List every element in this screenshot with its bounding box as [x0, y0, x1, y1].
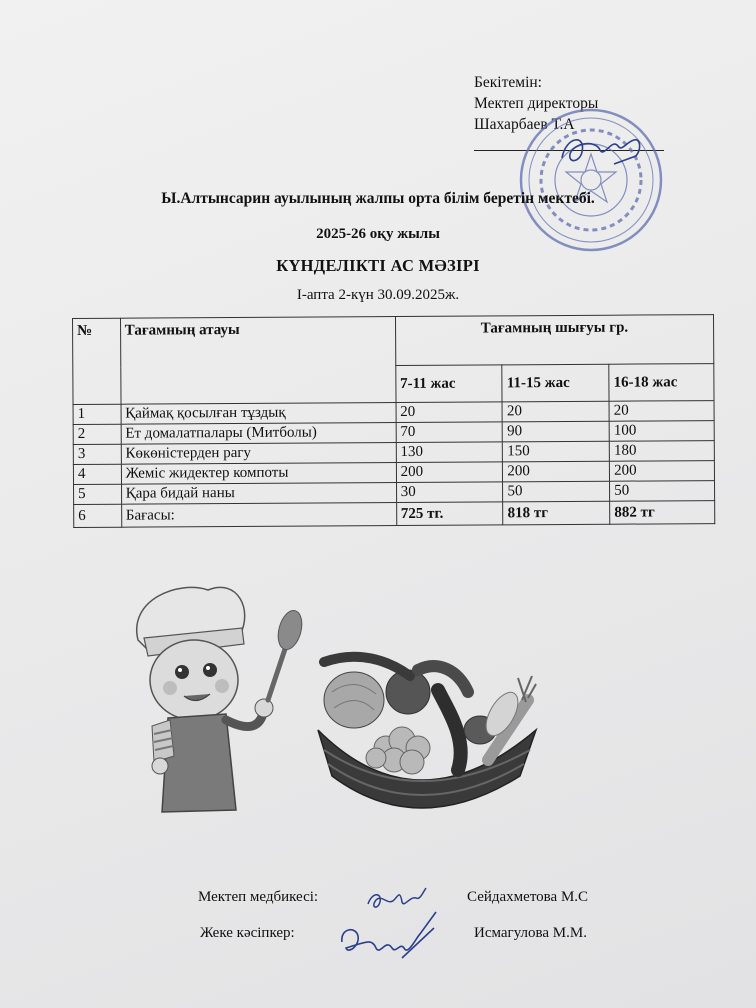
row-number: 5	[74, 484, 122, 504]
dish-name: Жеміс жидектер компоты	[121, 463, 396, 485]
yield-age-7-11: 30	[396, 482, 503, 503]
column-header-yield: Тағамның шығуы гр.	[395, 315, 714, 366]
director-name: Шахарбаев Т.А	[474, 116, 575, 133]
chef-boy-image	[137, 587, 306, 812]
nurse-label: Мектеп медбикесі:	[198, 889, 319, 905]
row-number: 4	[73, 464, 121, 484]
week-day-date: І-апта 2-күн 30.09.2025ж.	[296, 287, 460, 303]
yield-age-11-15: 150	[503, 441, 610, 462]
approval-heading: Бекітемін:	[474, 74, 542, 91]
dish-name: Қара бидай наны	[121, 483, 396, 505]
column-header-number: №	[73, 318, 121, 404]
director-signature	[556, 128, 646, 172]
column-header-age-7-11: 7-11 жас	[395, 365, 502, 403]
yield-age-7-11: 200	[396, 462, 503, 483]
price-age-11-15: 818 тг	[503, 501, 610, 525]
row-number: 6	[74, 504, 122, 527]
yield-age-11-15: 50	[503, 481, 610, 502]
row-number: 1	[73, 404, 121, 424]
yield-age-16-18: 180	[609, 441, 714, 462]
price-label: Бағасы:	[121, 503, 396, 528]
yield-age-11-15: 200	[503, 461, 610, 482]
yield-age-7-11: 130	[396, 442, 503, 463]
vendor-label: Жеке кәсіпкер:	[200, 925, 295, 941]
column-header-age-11-15: 11-15 жас	[502, 364, 609, 402]
director-title: Мектеп директоры	[474, 95, 599, 112]
yield-age-11-15: 20	[502, 401, 609, 422]
price-age-16-18: 882 тг	[610, 501, 715, 525]
dish-name: Қаймақ қосылған тұздық	[121, 403, 396, 425]
dish-name: Көкөністерден рагу	[121, 443, 396, 465]
yield-age-16-18: 20	[609, 401, 714, 422]
vendor-signature	[336, 908, 440, 966]
vendor-name: Исмагулова М.М.	[474, 925, 587, 941]
nurse-name: Сейдахметова М.С	[467, 889, 589, 905]
yield-age-16-18: 100	[609, 421, 714, 442]
row-number: 3	[73, 444, 121, 464]
dish-name: Ет домалатпалары (Митболы)	[121, 423, 396, 445]
yield-age-16-18: 50	[610, 481, 715, 502]
academic-year: 2025-26 оқу жылы	[316, 226, 440, 242]
yield-age-16-18: 200	[610, 461, 715, 482]
row-number: 2	[73, 424, 121, 444]
school-name: Ы.Алтынсарин ауылының жалпы орта білім беретін мектебі.	[161, 190, 595, 207]
column-header-dish-name: Тағамның атауы	[120, 317, 396, 405]
column-header-age-16-18: 16-18 жас	[609, 364, 714, 402]
menu-table	[72, 314, 715, 528]
table-header-row	[73, 315, 714, 368]
price-age-7-11: 725 тг.	[396, 502, 503, 526]
yield-age-7-11: 70	[396, 422, 503, 443]
chef-and-vegetables-illustration	[118, 580, 538, 840]
document-title: КҮНДЕЛІКТІ АС МӘЗІРІ	[276, 256, 480, 275]
vegetable-basket-image	[318, 657, 536, 808]
yield-age-7-11: 20	[396, 402, 503, 423]
yield-age-11-15: 90	[503, 421, 610, 442]
table-row-price	[74, 501, 715, 528]
